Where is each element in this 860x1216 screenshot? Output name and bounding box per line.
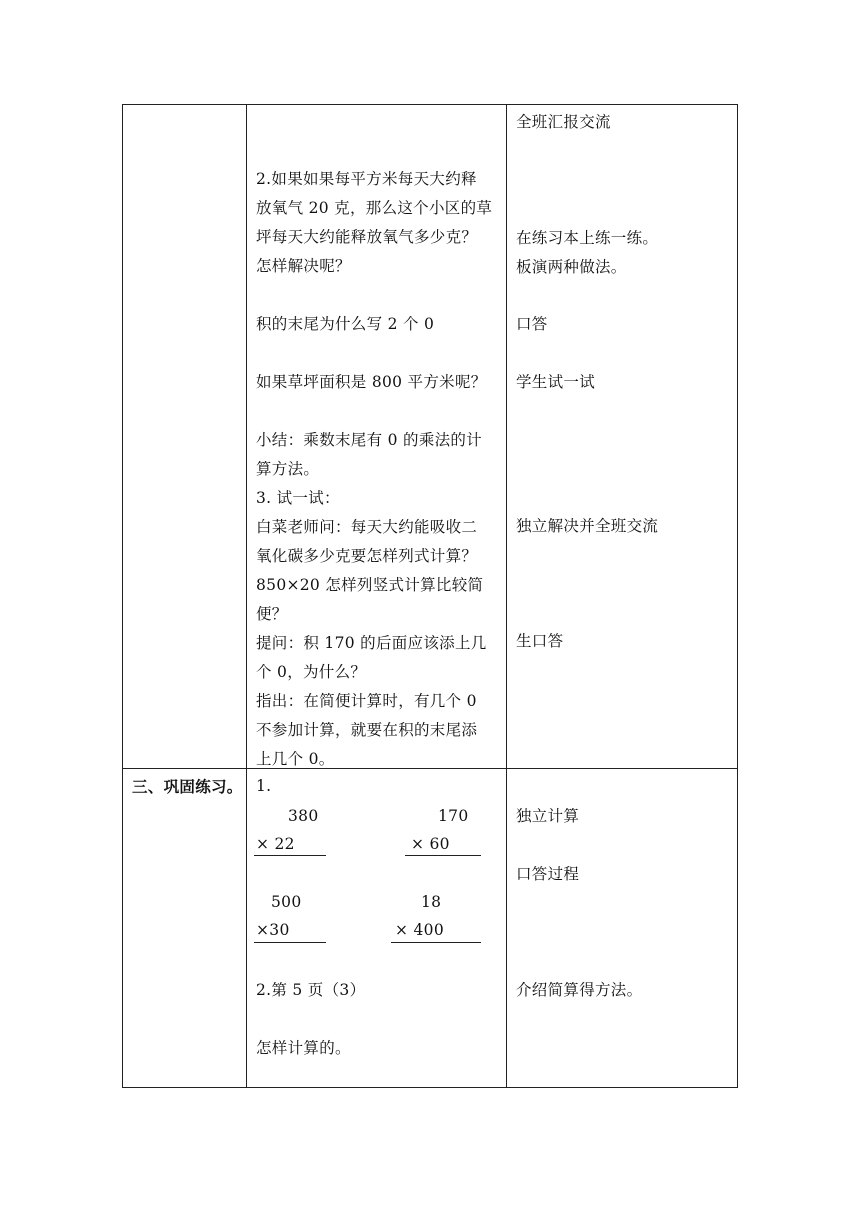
q2-line-1: 2.如果如果每平方米每天大约释 xyxy=(256,170,477,188)
student-oral: 口答 xyxy=(516,315,548,333)
try-line-2: 氧化碳多少克要怎样列式计算？ xyxy=(256,547,478,565)
column-divider-2 xyxy=(506,104,507,1088)
problem-3-rule xyxy=(254,942,326,943)
student-practice: 在练习本上练一练。 xyxy=(516,229,659,247)
problem-4-bottom: × 400 xyxy=(395,921,444,939)
problem-1-top: 380 xyxy=(288,807,319,825)
problem-4-rule xyxy=(391,942,481,943)
student-oral-2: 生口答 xyxy=(516,632,564,650)
column-divider-1 xyxy=(246,104,247,1088)
q2-line-2: 放氧气 20 克，那么这个小区的草 xyxy=(256,199,493,217)
point-line-1: 指出：在简便计算时，有几个 0 xyxy=(256,692,477,710)
problem-3-bottom: ×30 xyxy=(256,921,290,939)
student-try: 学生试一试 xyxy=(516,373,596,391)
point-line-2: 不参加计算，就要在积的末尾添 xyxy=(256,721,478,739)
problem-3-top: 500 xyxy=(271,893,302,911)
problem-2-top: 170 xyxy=(438,807,469,825)
try-line-3: 850×20 怎样列竖式计算比较简 xyxy=(256,576,484,594)
problem-4-top: 18 xyxy=(421,893,442,911)
how-calculated: 怎样计算的。 xyxy=(256,1039,351,1057)
student-solve: 独立解决并全班交流 xyxy=(516,517,659,535)
q2-line-3: 坪每天大约能释放氧气多少克？ xyxy=(256,228,478,246)
student-board: 板演两种做法。 xyxy=(516,258,627,276)
stage-label-consolidation: 三、巩固练习。 xyxy=(132,777,243,796)
problem-2-bottom: × 60 xyxy=(411,835,450,853)
summary-line-2: 算方法。 xyxy=(256,460,320,478)
row-divider xyxy=(122,768,738,769)
q2-line-4: 怎样解决呢？ xyxy=(256,257,351,275)
exercise-item-1: 1. xyxy=(256,777,272,795)
problem-1-bottom: × 22 xyxy=(256,835,295,853)
ask-line-2: 个 0，为什么？ xyxy=(256,663,367,681)
if-800-question: 如果草坪面积是 800 平方米呢？ xyxy=(256,373,487,391)
student-oral-process: 口答过程 xyxy=(516,865,580,883)
summary-line-1: 小结：乘数末尾有 0 的乘法的计 xyxy=(256,431,483,449)
try-line-1: 白菜老师问：每天大约能吸收二 xyxy=(256,518,478,536)
problem-2-rule xyxy=(405,855,481,856)
student-intro: 介绍简算得方法。 xyxy=(516,981,643,999)
student-report: 全班汇报交流 xyxy=(516,113,611,131)
ask-line-1: 提问：积 170 的后面应该添上几 xyxy=(256,634,487,652)
point-line-3: 上几个 0。 xyxy=(256,750,335,768)
try-line-4: 便？ xyxy=(256,605,288,623)
problem-1-rule xyxy=(254,855,326,856)
try-title: 3. 试一试： xyxy=(256,489,340,507)
student-independent: 独立计算 xyxy=(516,807,580,825)
why-zero-question: 积的末尾为什么写 2 个 0 xyxy=(256,315,435,333)
exercise-item-2: 2.第 5 页（3） xyxy=(256,981,366,999)
